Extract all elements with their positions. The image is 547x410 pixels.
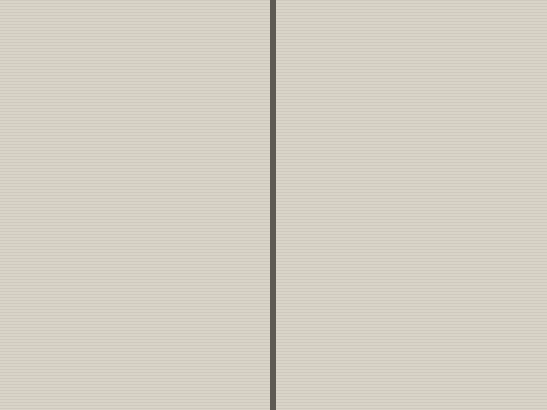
right-text-column <box>276 0 547 410</box>
left-text-column <box>0 0 270 410</box>
